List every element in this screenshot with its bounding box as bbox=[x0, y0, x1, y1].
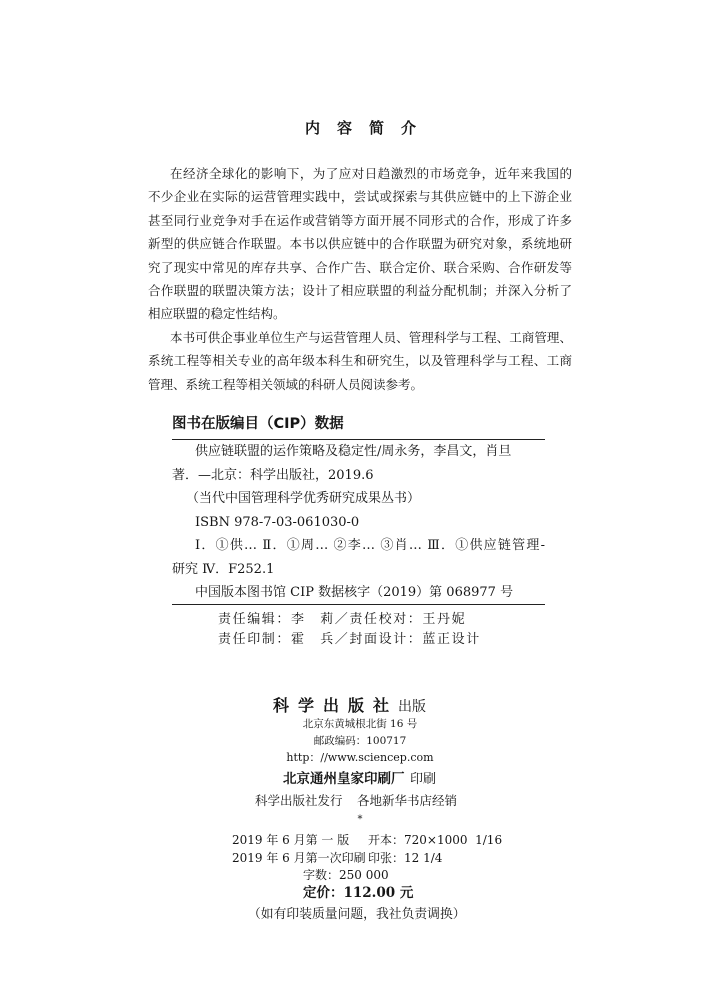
printer-name: 北京通州皇家印刷厂 bbox=[283, 771, 405, 787]
summary-line: 甚至同行业竞争对手在运作或营销等方面开展不同形式的合作，形成了许多 bbox=[148, 212, 572, 228]
cip-line: （当代中国管理科学优秀研究成果丛书） bbox=[186, 491, 421, 506]
summary-line: 合作联盟的联盟决策方法；设计了相应联盟的利益分配机制；并深入分析了 bbox=[148, 282, 572, 298]
cip-heading: 图书在版编目（CIP）数据 bbox=[172, 416, 344, 432]
cip-line: 研究 Ⅳ．F252.1 bbox=[172, 561, 275, 577]
summary-line: 不少企业在实际的运营管理实践中，尝试或探索与其供应链中的上下游企业 bbox=[148, 189, 572, 205]
printed-sheets: 印张：12 1/4 bbox=[368, 851, 443, 865]
retailer: 各地新华书店经销 bbox=[357, 793, 458, 808]
page-format: 开本：720×1000 1/16 bbox=[368, 833, 503, 847]
summary-line: 管理、系统工程等相关领域的科研人员阅读参考。 bbox=[148, 376, 424, 392]
publisher-website: http：//www.sciencep.com bbox=[286, 751, 434, 764]
cip-line: 著．—北京：科学出版社，2019.6 bbox=[172, 467, 374, 483]
credits-editors: 责任编辑：李 莉／责任校对：王丹妮 bbox=[218, 612, 467, 627]
summary-body bbox=[148, 162, 572, 396]
word-count: 字数：250 000 bbox=[303, 868, 389, 882]
summary-line: 相应联盟的稳定性结构。 bbox=[148, 306, 286, 322]
separator-asterisk: * bbox=[357, 814, 363, 825]
summary-line: 本书可供企事业单位生产与运营管理人员、管理科学与工程、工商管理、 bbox=[170, 329, 572, 345]
cip-line: 中国版本图书馆 CIP 数据核字（2019）第 068977 号 bbox=[195, 585, 514, 600]
summary-line: 新型的供应链合作联盟。本书以供应链中的合作联盟为研究对象，系统地研 bbox=[148, 236, 572, 252]
publisher-postcode: 邮政编码：100717 bbox=[313, 735, 407, 747]
quality-notice: （如有印装质量问题，我社负责调换） bbox=[248, 907, 466, 922]
cip-line: Ⅰ．①供… Ⅱ．①周… ②李… ③肖… Ⅲ．①供应链管理- bbox=[195, 538, 545, 553]
cip-line: 供应链联盟的运作策略及稳定性/周永务，李昌文，肖旦 bbox=[195, 444, 512, 459]
publisher-name: 科学出版社 bbox=[273, 696, 399, 715]
summary-line: 究了现实中常见的库存共享、合作广告、联合定价、联合采购、合作研发等 bbox=[148, 259, 572, 275]
distributor: 科学出版社发行 bbox=[255, 793, 343, 808]
printing: 2019 年 6 月第一次印刷 bbox=[232, 851, 366, 865]
publisher-role: 出版 bbox=[398, 699, 426, 715]
summary-line: 在经济全球化的影响下，为了应对日趋激烈的市场竞争，近年来我国的 bbox=[170, 166, 572, 181]
cip-body bbox=[172, 440, 545, 605]
cip-line: ISBN 978-7-03-061030-0 bbox=[195, 514, 360, 530]
credits-production: 责任印制：霍 兵／封面设计：蓝正设计 bbox=[218, 632, 481, 647]
publisher-address: 北京东黄城根北街 16 号 bbox=[302, 718, 418, 730]
cip-bottom-rule bbox=[172, 604, 545, 605]
summary-title: 内容简介 bbox=[305, 119, 434, 137]
price: 定价：112.00 元 bbox=[303, 885, 414, 901]
summary-line: 系统工程等相关专业的高年级本科生和研究生，以及管理科学与工程、工商 bbox=[148, 353, 572, 369]
edition: 2019 年 6 月第 一 版 bbox=[232, 833, 350, 847]
printer-role: 印刷 bbox=[410, 772, 437, 787]
